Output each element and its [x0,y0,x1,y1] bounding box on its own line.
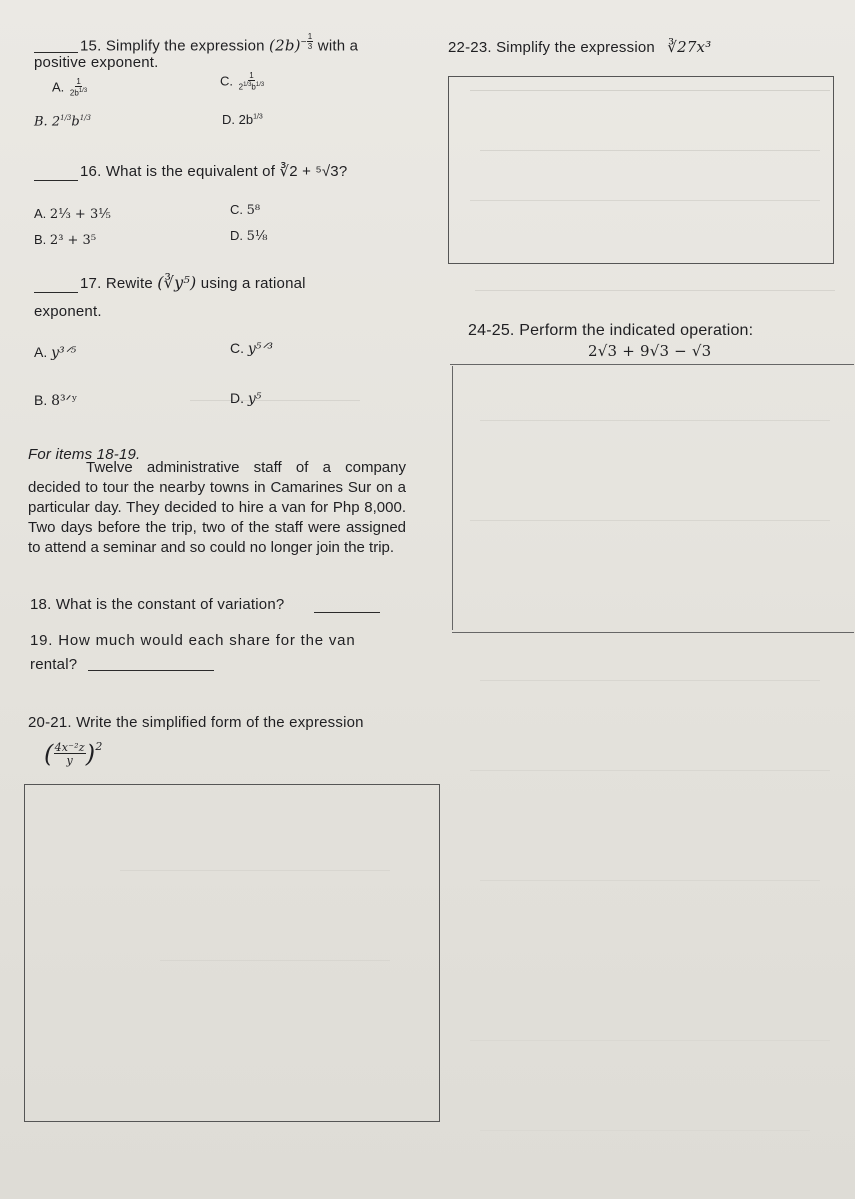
q17-option-c[interactable] [230,340,273,357]
q20-21-answer-box[interactable] [24,784,440,1122]
q16-option-d-text: 5⅛ [246,229,268,244]
q18-answer-blank[interactable] [314,598,380,613]
q17-prompt-line2: exponent. [34,303,102,320]
q24-25-answer-area[interactable] [452,366,855,630]
q17-option-d-text: y⁵ [247,391,262,407]
q17-option-c-label: C. [230,340,244,356]
q15-option-b-text: 2 [51,114,61,130]
q20-21-numerator: 4x⁻²z [54,741,85,754]
q16-option-b-text: 2³ + 3⁵ [49,233,97,248]
q19-prompt-line1: 19. How much would each share for the van [30,632,356,649]
q15-prompt-line2: positive exponent. [34,54,159,71]
q15-option-a[interactable]: A. $\frac{1}{2b^{1/3}}$ [52,77,88,98]
items-18-19-paragraph-text: Twelve administrative staff of a company decided to tour the nearby towns in Camarines Sur on a particular day. They decided to hire a van for Php 8,000. Two days before the trip, two of the staff were assigned to attend a seminar and so could no longer join the trip. [28,459,406,556]
q15-answer-blank[interactable] [34,38,78,53]
q15-exp-sign: − [300,36,307,48]
q22-23-prompt [448,38,711,56]
q22-23-expression: ∛27x³ [667,38,712,56]
items-18-19-paragraph [28,458,406,558]
q15-base: (2b) [269,36,301,55]
q16-prompt [80,162,347,180]
q15-number: 15. [80,37,102,55]
q17-prompt [80,273,306,292]
q17-text-after: using a rational [200,275,306,292]
q24-25-prompt: 24-25. Perform the indicated operation: [468,322,754,339]
q19-prompt-line2: rental? [30,656,78,673]
q17-option-d[interactable] [230,390,261,407]
items-18-19-heading: For items 18-19. [28,446,141,463]
q16-number: 16. [80,163,102,180]
q16-text: What is the equivalent of ∛2 + ⁵√3? [105,163,348,180]
q17-answer-blank[interactable] [34,278,78,293]
q19-answer-blank[interactable] [88,656,214,671]
q15-option-a-num: 1 [76,77,81,86]
q15-prompt [80,33,358,55]
q18-prompt: 18. What is the constant of variation? [30,596,285,613]
q20-21-expression: ( $\frac{\text{4x⁻²z}}{y}$ )$^2$ [44,740,103,768]
q20-21-prompt: 20-21. Write the simplified form of the expression [28,714,364,731]
q15-option-c[interactable]: C. $\frac{1}{2^{1/3}b^{1/3}}$ [220,71,265,92]
q16-option-a[interactable] [34,206,111,222]
q15-option-a-den: 2b [69,88,79,98]
q16-option-a-label: A. [34,206,47,221]
q17-option-a[interactable] [34,344,76,361]
q16-option-b-label: B. [34,232,47,247]
q22-23-answer-box[interactable] [448,76,834,264]
q17-text: Rewite [105,275,153,292]
q16-option-b[interactable] [34,232,96,248]
q17-option-d-label: D. [230,390,244,406]
q16-option-c-label: C. [230,202,243,217]
q15-text-after: with a [317,37,359,55]
q15-option-c-den: 2 [238,82,244,92]
q15-option-d-text: 2b [238,112,254,127]
q20-21-power: 2 [95,740,103,753]
q17-option-b-text: 8³ᐟʸ [51,393,78,409]
q15-exp-num: 1 [307,32,313,41]
q15-text: Simplify the expression [105,37,265,55]
q16-option-a-text: 2⅓ + 3⅕ [49,207,111,222]
q15-option-d-label: D. [222,112,235,127]
q15-exp-den: 3 [307,42,313,51]
q17-option-c-text: y⁵ᐟ³ [247,341,273,357]
q24-25-answer-top-line [450,364,854,365]
q17-option-b[interactable] [34,392,78,409]
q15-option-a-label: A. [52,79,65,95]
q17-option-b-label: B. [34,392,48,408]
q15-option-b-label: B. [34,114,48,130]
q22-23-text: 22-23. Simplify the expression [448,39,655,56]
q17-expression: (∛y⁵) [157,273,197,292]
q17-number: 17. [80,275,102,292]
q16-answer-blank[interactable] [34,166,78,181]
q15-option-c-num: 1 [249,71,254,80]
q15-option-b[interactable]: B. $2^{1/3}b^{1/3}$ [34,114,91,130]
q16-option-c[interactable] [230,202,260,218]
q17-option-a-label: A. [34,344,48,360]
q16-option-c-text: 5⁸ [246,203,261,218]
q15-option-d[interactable]: D. $2b^{1/3}$ [222,112,263,127]
q16-option-d-label: D. [230,228,243,243]
q24-25-expression: 2√3 + 9√3 − √3 [588,342,712,360]
q24-25-answer-bottom-line [452,632,854,633]
q15-option-c-label: C. [220,73,233,89]
q20-21-denominator: y [66,754,73,767]
q17-option-a-text: y³ᐟ⁵ [51,345,77,361]
q16-option-d[interactable] [230,228,268,244]
